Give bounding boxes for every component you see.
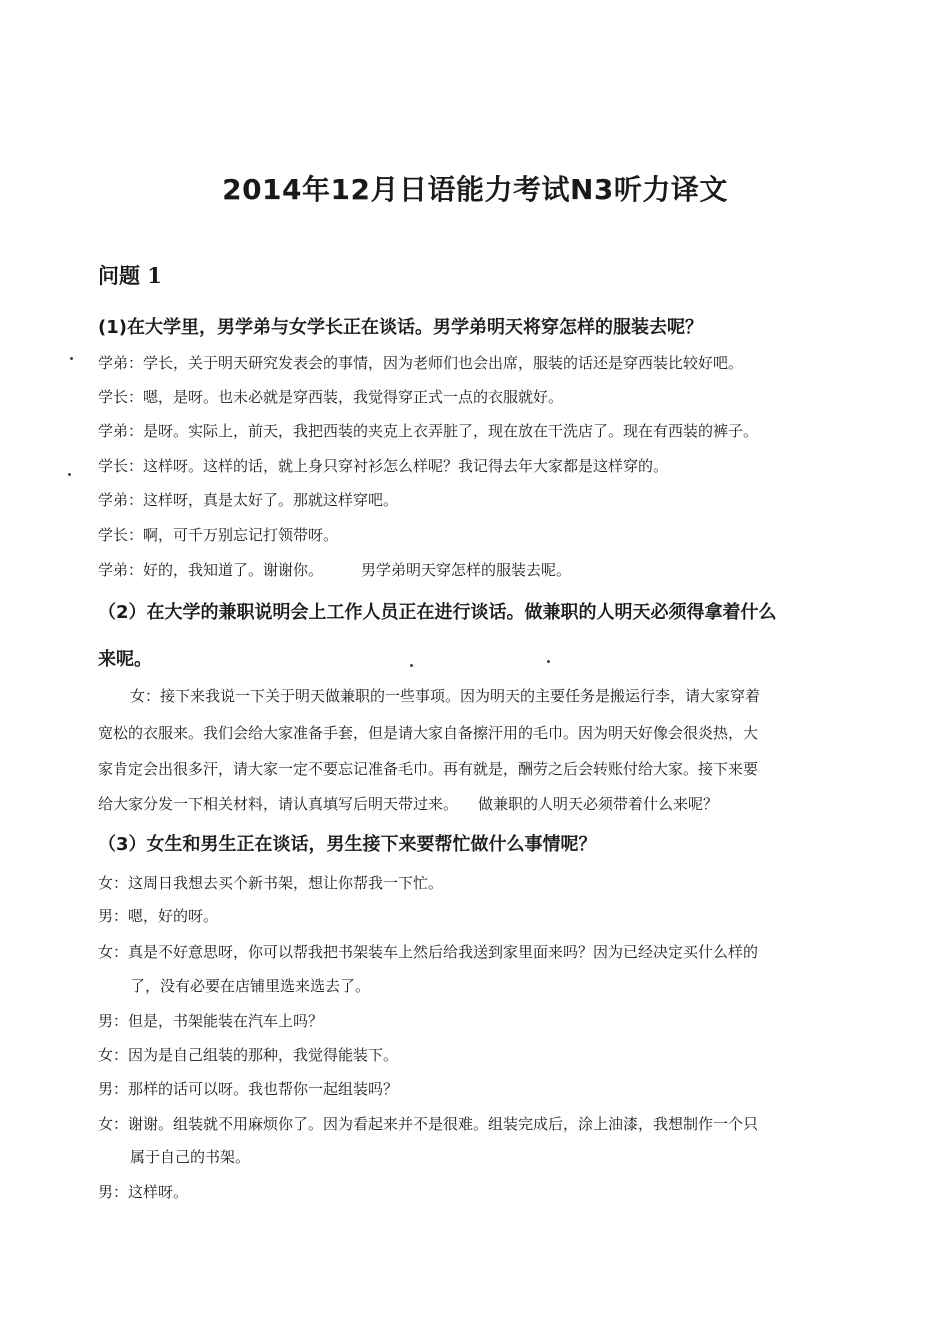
dialogue-text: 了，没有必要在店铺里选来选去了。 (130, 977, 371, 995)
dialogue-line (98, 386, 563, 407)
dialogue-text: 学长，关于明天研究发表会的事情，因为老师们也会出席，服装的话还是穿西装比较好吧。 (143, 354, 744, 372)
paragraph-line: 女：接下来我说一下关于明天做兼职的一些事项。因为明天的主要任务是搬运行李，请大家穿着 (130, 687, 761, 705)
question-3-heading: （3）女生和男生正在谈话，男生接下来要帮忙做什么事情呢？ (98, 834, 597, 855)
speaker-label: 女： (98, 1115, 129, 1133)
dialogue-text: 是呀。实际上，前天，我把西装的夹克上衣弄脏了，现在放在干洗店了。现在有西装的裤子。 (143, 422, 759, 440)
question-prompt: 男学弟明天穿怎样的服装去呢。 (361, 561, 572, 579)
speaker-label: 学长： (98, 457, 144, 475)
speaker-label: 学长： (98, 526, 144, 544)
dialogue-line (98, 455, 668, 476)
dialogue-text: 这样呀。 (128, 1183, 189, 1201)
scan-speckle (410, 664, 413, 667)
speaker-label: 男： (98, 1080, 129, 1098)
section-heading: 问题 1 (98, 263, 162, 288)
dialogue-text: 这样呀，真是太好了。那就这样穿吧。 (143, 491, 399, 509)
dialogue-text: 因为是自己组装的那种，我觉得能装下。 (128, 1046, 399, 1064)
scan-speckle (68, 473, 71, 476)
question-2-heading-cont: 来呢。 (98, 649, 152, 670)
dialogue-line-cont (130, 1146, 250, 1167)
dialogue-line (98, 420, 758, 441)
paragraph-text: 给大家分发一下相关材料，请认真填写后明天带过来。 (98, 795, 459, 813)
dialogue-text: 啊，可千万别忘记打领带呀。 (143, 526, 339, 544)
dialogue-text: 那样的话可以呀。我也帮你一起组装吗？ (128, 1080, 399, 1098)
question-2-heading: （2）在大学的兼职说明会上工作人员正在进行谈话。做兼职的人明天必须得拿着什么 (98, 602, 777, 623)
dialogue-line (98, 905, 218, 926)
dialogue-line (98, 559, 571, 580)
dialogue-line (98, 524, 338, 545)
question-prompt: 做兼职的人明天必须带着什么来呢？ (478, 795, 719, 813)
dialogue-line (98, 872, 443, 893)
dialogue-line (98, 1044, 398, 1065)
question-1-heading: (1)在大学里，男学弟与女学长正在谈话。男学弟明天将穿怎样的服装去呢？ (98, 317, 703, 338)
dialogue-text: 嗯，好的呀。 (128, 907, 219, 925)
paragraph-line (98, 793, 718, 814)
dialogue-line (98, 489, 398, 510)
paragraph-line: 家肯定会出很多汗，请大家一定不要忘记准备毛巾。再有就是，酬劳之后会转账付给大家。接下来要 (98, 760, 759, 778)
speaker-label: 男： (98, 1012, 129, 1030)
speaker-label: 女： (98, 874, 129, 892)
dialogue-line (98, 352, 743, 373)
page-title: 2014年12月日语能力考试N3听力译文 (222, 173, 728, 206)
dialogue-text: 这样呀。这样的话，就上身只穿衬衫怎么样呢？我记得去年大家都是这样穿的。 (143, 457, 669, 475)
speaker-label: 女： (98, 1046, 129, 1064)
speaker-label: 男： (98, 1183, 129, 1201)
dialogue-line-cont (130, 975, 370, 996)
speaker-label: 女： (98, 943, 129, 961)
paragraph-line: 宽松的衣服来。我们会给大家准备手套，但是请大家自备擦汗用的毛巾。因为明天好像会很炎热，大 (98, 724, 759, 742)
speaker-label: 男： (98, 907, 129, 925)
speaker-label: 学弟： (98, 561, 144, 579)
speaker-label: 学弟： (98, 354, 144, 372)
dialogue-line (98, 1113, 758, 1134)
scan-speckle (70, 357, 73, 360)
dialogue-text: 谢谢。组装就不用麻烦你了。因为看起来并不是很难。组装完成后，涂上油漆，我想制作一个只 (128, 1115, 759, 1133)
dialogue-text: 但是，书架能装在汽车上吗？ (128, 1012, 324, 1030)
scan-speckle (547, 660, 550, 663)
dialogue-line (98, 1078, 398, 1099)
dialogue-text: 嗯，是呀。也未必就是穿西装，我觉得穿正式一点的衣服就好。 (143, 388, 564, 406)
dialogue-text: 真是不好意思呀，你可以帮我把书架装车上然后给我送到家里面来吗？因为已经决定买什么样的 (128, 943, 759, 961)
speaker-label: 学长： (98, 388, 144, 406)
dialogue-text: 这周日我想去买个新书架，想让你帮我一下忙。 (128, 874, 444, 892)
dialogue-line (98, 1181, 188, 1202)
speaker-label: 学弟： (98, 491, 144, 509)
dialogue-line (98, 941, 758, 962)
speaker-label: 学弟： (98, 422, 144, 440)
dialogue-line (98, 1010, 323, 1031)
dialogue-text: 好的，我知道了。谢谢你。 (143, 561, 324, 579)
dialogue-text: 属于自己的书架。 (130, 1148, 251, 1166)
